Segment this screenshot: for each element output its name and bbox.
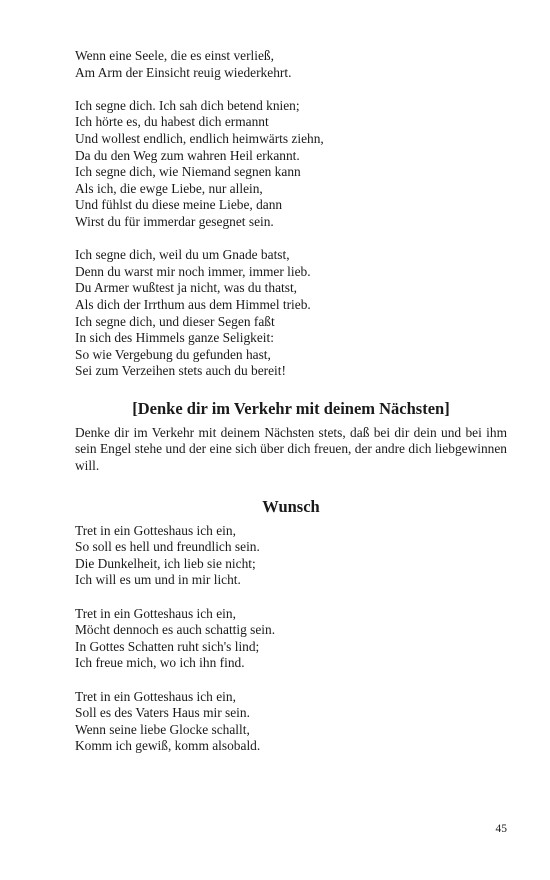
poem-line: Sei zum Verzeihen stets auch du bereit! [75, 363, 286, 379]
poem-line: Ich freue mich, wo ich ihn find. [75, 655, 245, 671]
poem-line: Komm ich gewiß, komm alsobald. [75, 738, 261, 754]
section-title-denke-dir: [Denke dir im Verkehr mit deinem Nächsten] [132, 398, 450, 418]
poem-line: Ich segne dich. Ich sah dich betend knien; [75, 97, 300, 113]
poem-line: Ich hörte es, du habest dich ermannt [75, 114, 269, 130]
poem-stanza-2 [75, 98, 507, 231]
stanza-gap [75, 589, 507, 606]
poem-line: Als ich, die ewge Liebe, nur allein, [75, 180, 263, 196]
page-number: 45 [495, 823, 507, 835]
poem-line: Möcht dennoch es auch schattig sein. [75, 622, 276, 638]
wunsch-stanza-3 [75, 689, 507, 755]
poem-line: Wirst du für immerdar gesegnet sein. [75, 213, 274, 229]
poem-line: Tret in ein Gotteshaus ich ein, [75, 522, 236, 538]
poem-line: Tret in ein Gotteshaus ich ein, [75, 605, 236, 621]
poem-line: Tret in ein Gotteshaus ich ein, [75, 688, 236, 704]
page-content [75, 48, 507, 755]
poem-line: Wenn eine Seele, die es einst verließ, [75, 48, 274, 63]
poem-line: Du Armer wußtest ja nicht, was du thatst, [75, 280, 298, 296]
poem-line: Und fühlst du diese meine Liebe, dann [75, 197, 283, 213]
poem-line: Ich segne dich, weil du um Gnade batst, [75, 247, 290, 263]
poem-line: Die Dunkelheit, ich lieb sie nicht; [75, 555, 256, 571]
poem-line: In Gottes Schatten ruht sich's lind; [75, 638, 260, 654]
poem-line: Als dich der Irrthum aus dem Himmel trieb. [75, 296, 311, 312]
poem-line: Soll es des Vaters Haus mir sein. [75, 705, 250, 721]
poem-line: Am Arm der Einsicht reuig wiederkehrt. [75, 64, 292, 80]
wunsch-stanza-1 [75, 523, 507, 589]
poem-line: So wie Vergebung du gefunden hast, [75, 346, 271, 362]
poem-stanza-3 [75, 247, 507, 380]
stanza-gap [75, 81, 507, 98]
section-title-wunsch: Wunsch [262, 496, 320, 516]
poem-line: Ich segne dich, und dieser Segen faßt [75, 313, 275, 329]
wunsch-stanza-2 [75, 606, 507, 672]
poem-line: Ich will es um und in mir licht. [75, 572, 241, 588]
poem-line: Denn du warst mir noch immer, immer lieb. [75, 263, 311, 279]
poem-line: Da du den Weg zum wahren Heil erkannt. [75, 147, 300, 163]
section-paragraph: Denke dir im Verkehr mit deinem Nächsten stets, daß bei dir dein und bei ihm sein Engel stehe und der eine sich über dich freuen, der andre dich liebgewinnen will. [75, 424, 507, 474]
poem-line: Ich segne dich, wie Niemand segnen kann [75, 164, 301, 180]
poem-line: So soll es hell und freundlich sein. [75, 539, 260, 555]
poem-line: Und wollest endlich, endlich heimwärts ziehn, [75, 130, 324, 146]
stanza-gap [75, 231, 507, 248]
poem-line: In sich des Himmels ganze Seligkeit: [75, 330, 274, 346]
stanza-gap [75, 672, 507, 689]
poem-stanza-1 [75, 48, 507, 81]
poem-line: Wenn seine liebe Glocke schallt, [75, 721, 250, 737]
